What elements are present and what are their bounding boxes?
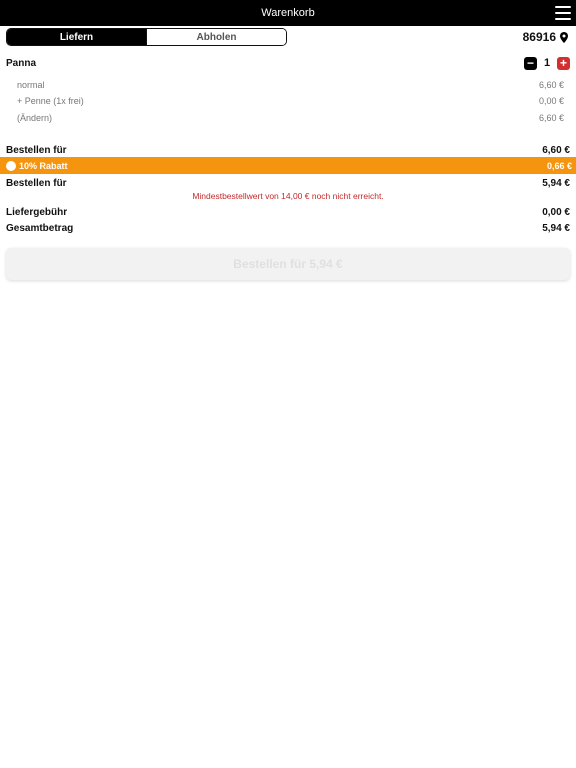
subtotal-value: 6,60 € [542,144,570,156]
item-option-edit [6,112,570,124]
item-option-extra [6,95,570,107]
location-pin-icon [560,32,568,43]
total-label: Gesamtbetrag [6,222,74,234]
place-order-button[interactable]: Bestellen für 5,94 € [6,248,570,280]
delivery-fee-label: Liefergebühr [6,206,68,218]
option-price: 6,60 € [538,113,564,123]
discounted-subtotal-label: Bestellen für [6,177,67,189]
option-label: + Penne (1x frei) [17,96,84,106]
option-price: 6,60 € [538,80,564,90]
option-price: 0,00 € [538,96,564,106]
total-value: 5,94 € [542,222,570,234]
item-quantity: 1 [543,57,551,69]
zip-code: 86916 [522,30,556,44]
discounted-subtotal-value: 5,94 € [542,177,570,189]
increase-quantity-button[interactable]: + [557,57,570,70]
decrease-quantity-button[interactable]: − [524,57,537,70]
subtotal-label: Bestellen für [6,144,67,156]
delivery-fee-row [6,205,570,219]
discount-badge-icon [6,161,16,171]
tab-liefern[interactable]: Liefern [7,29,146,45]
edit-item-link[interactable]: (Ändern) [17,113,53,123]
delivery-mode-toggle [6,28,287,46]
hamburger-menu-icon[interactable] [555,6,571,20]
location-selector[interactable] [523,29,568,45]
item-option-size [6,79,570,91]
discount-row [0,157,576,174]
quantity-stepper [524,57,570,70]
top-bar [0,0,576,26]
tab-abholen[interactable]: Abholen [146,29,286,45]
item-name: Panna [6,57,37,69]
page-title: Warenkorb [261,7,315,19]
cart-item [6,55,570,71]
discounted-subtotal-row [6,176,570,190]
subtotal-row [6,143,570,157]
option-label: normal [17,80,45,90]
delivery-fee-value: 0,00 € [542,206,570,218]
discount-label: 10% Rabatt [19,160,68,171]
discount-value: 0,66 € [546,160,572,171]
total-row [6,221,570,235]
min-order-warning: Mindestbestellwert von 14,00 € noch nicht erreicht. [192,191,384,201]
